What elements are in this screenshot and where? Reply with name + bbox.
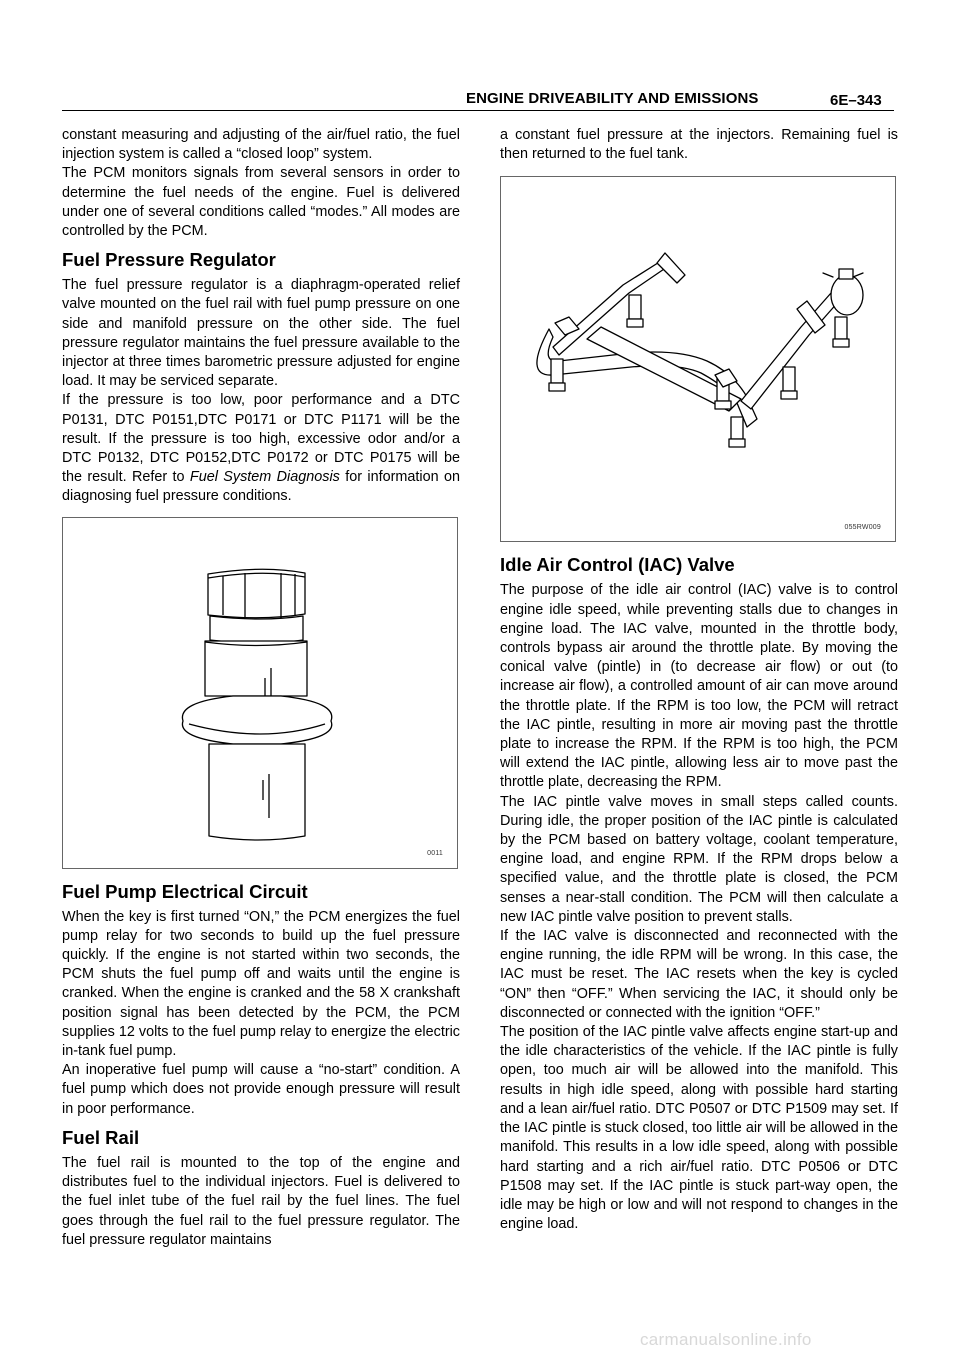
fpr-paragraph-1: The fuel pressure regulator is a diaphragm-operated relief valve mounted on the fuel rail with fuel pump pressure on one side and manifold pressure on the other side. The fuel pressure regulator maintains the fuel pressure available to the injector at three times barometric pressure adjusted for engine load. It may be serviced separate. <box>62 277 460 390</box>
fpr-p2-text-a: If the pressure is too low, poor performance and a DTC P0131, DTC P0151,DTC P0171 or DTC P1171 will be the result. If the pressure is too high, excessive odor and/or a DTC P0132, DTC P0152,DTC P0172 or DTC P0175 will be the result. Refer to <box>62 392 460 486</box>
rail-paragraph-1: The fuel rail is mounted to the top of the engine and distributes fuel to the individual injectors. Fuel is delivered to the fuel inlet tube of the fuel rail by the fuel lines. The fuel goes through the fuel rail to the fuel pressure regulator. The fuel pressure regulator maintains <box>62 1154 460 1248</box>
fuel-rail-heading: Fuel Rail <box>62 1126 140 1148</box>
iac-paragraph-1: The purpose of the idle air control (IAC) valve is to control engine idle speed, while preventing stalls due to changes in engine load. The IAC valve, mounted in the throttle body, controls bypass air around the throttle plate. By moving the conical valve (pintle) in (to decrease air flow) or out (to increase air flow), a controlled amount of air can move around the throttle plate. If the RPM is too low, the PCM will retract the IAC pintle, resulting in more air moving past the throttle plate to increase the RPM. If the RPM is too high, the PCM will extend the IAC pintle, allowing less air to move past the throttle plate, decreasing the RPM. <box>500 582 898 791</box>
regulator-figure <box>62 517 458 869</box>
figure-label-055rw009: 055RW009 <box>844 524 881 532</box>
fuel-rail-figure <box>500 176 896 542</box>
right-column <box>500 126 898 1234</box>
page-number: 6E–343 <box>830 92 882 109</box>
rail-continued-paragraph: a constant fuel pressure at the injectors. Remaining fuel is then returned to the fuel tank. <box>500 127 898 163</box>
watermark: carmanualsonline.info <box>640 1330 812 1349</box>
fuel-pressure-regulator-heading: Fuel Pressure Regulator <box>62 249 276 271</box>
intro-paragraph-2: The PCM monitors signals from several sensors in order to determine the fuel needs of the engine. Fuel is delivered under one of several conditions called “modes.” All modes are controlled by the PCM. <box>62 165 460 240</box>
fuel-rail-illustration <box>501 177 895 541</box>
fuel-pump-electrical-circuit-heading: Fuel Pump Electrical Circuit <box>62 880 308 902</box>
iac-paragraph-3: If the IAC valve is disconnected and reconnected with the engine running, the idle RPM will be wrong. In this case, the IAC must be reset. The IAC resets when the key is cycled “ON” then “OFF.” When servicing the IAC, it should only be disconnected or connected with the ignition “OFF.” <box>500 928 898 1021</box>
iac-paragraph-2: The IAC pintle valve moves in small steps called counts. During idle, the proper position of the IAC pintle is calculated by the PCM based on battery voltage, coolant temperature, engine load, and engine RPM. If the RPM drops below a specified value, and the throttle plate is closed, the PCM senses a near-stall condition. The PCM will then calculate a new IAC pintle valve position to prevent stalls. <box>500 793 898 925</box>
section-title: ENGINE DRIVEABILITY AND EMISSIONS <box>466 90 759 107</box>
page-header <box>0 90 960 114</box>
iac-paragraph-4: The position of the IAC pintle valve affects engine start-up and the idle characteristics of the vehicle. If the IAC pintle is fully open, too much air will be allowed into the manifold. This results in high idle speed, along with possible hard starting and a lean air/fuel ratio. DTC P0507 or DTC P1509 may set. If the IAC pintle is stuck closed, too little air will be allowed in the manifold. This results in a low idle speed, along with possible hard starting and a rich air/fuel ratio. DTC P0506 or DTC P1508 may set. If the IAC pintle is stuck part-way open, the idle may be high or low and will not respond to changes in the engine load. <box>500 1024 898 1233</box>
pump-paragraph-1: When the key is first turned “ON,” the PCM energizes the fuel pump relay for two seconds to build up the fuel pressure quickly. If the engine is not started within two seconds, the PCM shuts the fuel pump off and waits until the engine is cranked. When the engine is cranked and the 58 X crankshaft position signal has been detected by the PCM, the PCM supplies 12 volts to the fuel pump relay to energize the electric in-tank fuel pump. <box>62 908 460 1060</box>
fuel-pressure-regulator-illustration <box>63 518 457 868</box>
fpr-p2-text-b: for information on diagnosing fuel pressure conditions. <box>62 469 460 505</box>
fpr-paragraph-2 <box>62 391 460 506</box>
intro-paragraph-1: constant measuring and adjusting of the air/fuel ratio, the fuel injection system is called a “closed loop” system. <box>62 127 460 163</box>
figure-label-0011: 0011 <box>427 850 443 858</box>
fuel-system-diagnosis-reference: Fuel System Diagnosis <box>189 469 340 486</box>
left-column <box>62 126 460 1250</box>
pump-paragraph-2: An inoperative fuel pump will cause a “no-start” condition. A fuel pump which does not provide enough pressure will result in poor performance. <box>62 1062 460 1117</box>
header-rule <box>62 110 894 111</box>
idle-air-control-heading: Idle Air Control (IAC) Valve <box>500 554 735 576</box>
